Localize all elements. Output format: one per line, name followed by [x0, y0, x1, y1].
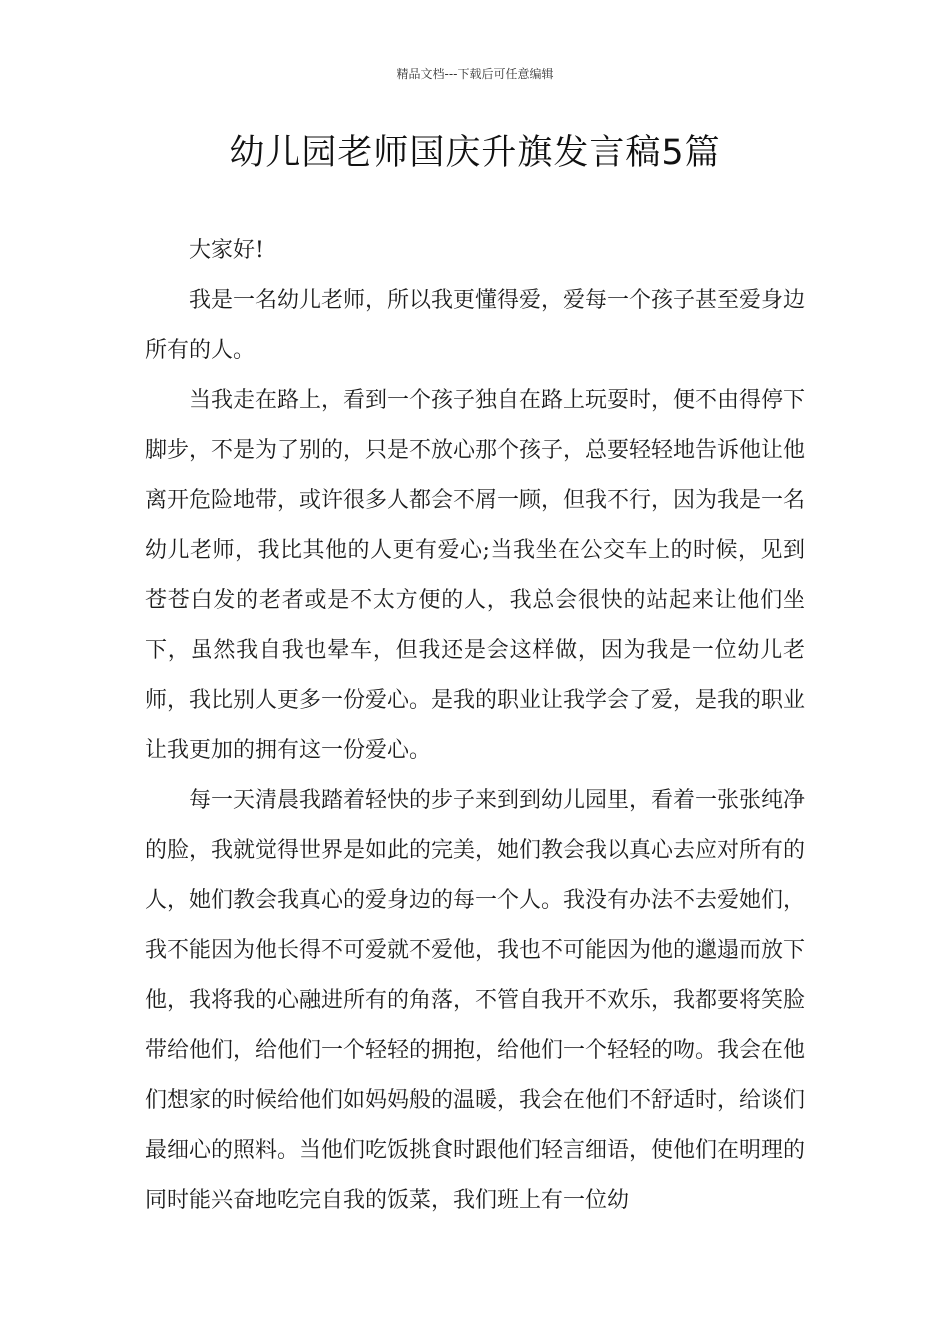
- page-header: 精品文档---下载后可任意编辑: [396, 67, 554, 81]
- paragraph-daily: 每一天清晨我踏着轻快的步子来到到幼儿园里，看着一张张纯净的脸，我就觉得世界是如此的完美，她们教会我以真心去应对所有的人，她们教会我真心的爱身边的每一个人。我没有办法不去爱她们，我不能因为他长得不可爱就不爱他，我也不可能因为他的邋遢而放下他，我将我的心融进所有的角落，不管自我开不欢乐，我都要将笑脸带给他们，给他们一个轻轻的拥抱，给他们一个轻轻的吻。我会在他们想家的时候给他们如妈妈般的温暖，我会在他们不舒适时，给谈们最细心的照料。当他们吃饭挑食时跟他们轻言细语，使他们在明理的同时能兴奋地吃完自我的饭菜，我们班上有一位幼: [145, 788, 806, 1213]
- document-title: 幼儿园老师国庆升旗发言稿5篇: [229, 133, 721, 173]
- paragraph-street: 当我走在路上，看到一个孩子独自在路上玩耍时，便不由得停下脚步，不是为了别的，只是不放心那个孩子，总要轻轻地告诉他让他离开危险地带，或许很多人都会不屑一顾，但我不行，因为我是一名幼儿老师，我比其他的人更有爱心;当我坐在公交车上的时候，见到苍苍白发的老者或是不太方便的人，我总会很快的站起来让他们坐下，虽然我自我也晕车，但我还是会这样做，因为我是一位幼儿老师，我比别人更多一份爱心。是我的职业让我学会了爱，是我的职业让我更加的拥有这一份爱心。: [145, 388, 806, 763]
- document-body: [145, 226, 805, 1226]
- paragraph-intro: 我是一名幼儿老师，所以我更懂得爱，爱每一个孩子甚至爱身边所有的人。: [145, 288, 806, 363]
- paragraph-greeting: 大家好!: [189, 238, 264, 263]
